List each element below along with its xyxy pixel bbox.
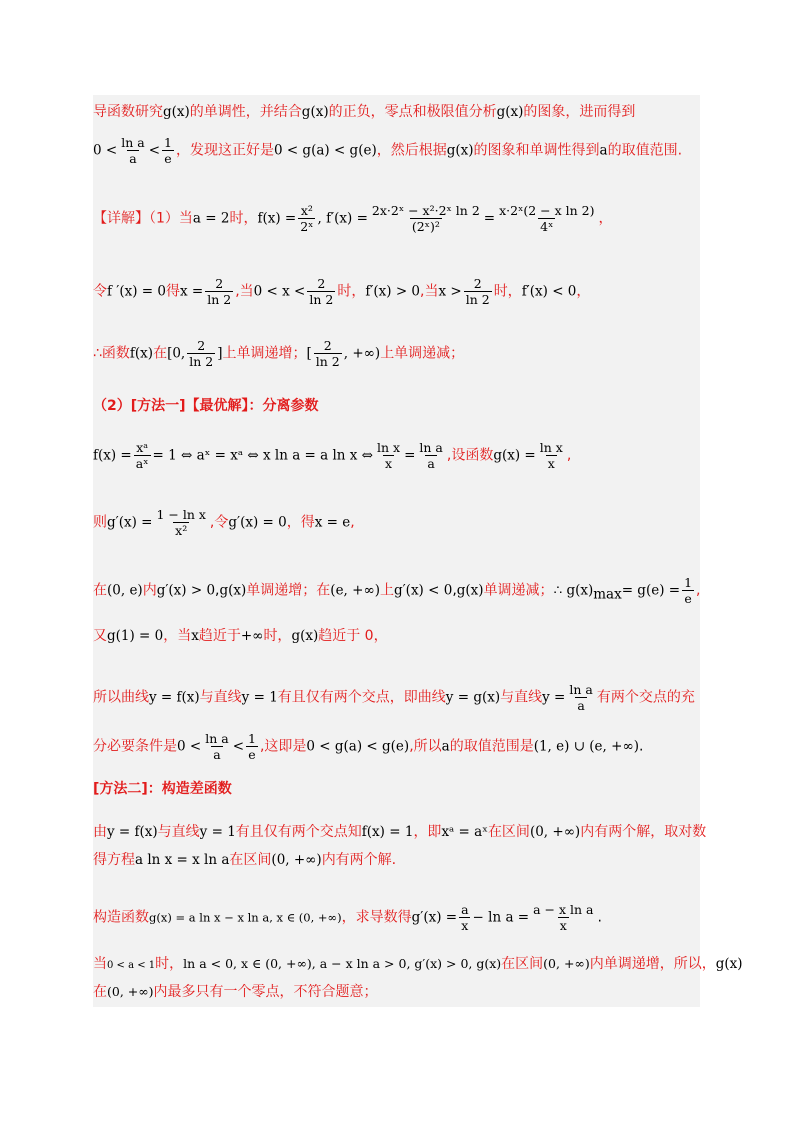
text: , bbox=[452, 582, 457, 599]
text: 趋近于 0， bbox=[318, 628, 388, 644]
text-line-8 bbox=[93, 507, 355, 538]
math: a bbox=[599, 142, 608, 159]
numerator: a bbox=[461, 902, 469, 917]
math: f ′(x) = 0 bbox=[107, 283, 166, 300]
text: 的取值范围. bbox=[607, 142, 683, 159]
denominator: x bbox=[559, 918, 567, 933]
fraction bbox=[497, 203, 596, 234]
text: 有且仅有两个交点知 bbox=[235, 824, 362, 840]
denominator: e bbox=[684, 591, 692, 606]
math: , +∞) bbox=[343, 345, 381, 362]
text: [方法二]：构造差函数 bbox=[93, 781, 232, 797]
denominator: a bbox=[427, 456, 435, 471]
text-line-18 bbox=[93, 983, 378, 1001]
text: 在 bbox=[93, 582, 107, 599]
fraction bbox=[307, 276, 335, 307]
text: 在 bbox=[153, 345, 168, 362]
math: 0 < x < bbox=[253, 283, 306, 300]
numerator: 2 bbox=[323, 338, 332, 353]
text: ，然后根据 bbox=[376, 142, 447, 159]
denominator: x² bbox=[175, 523, 188, 538]
numerator: ln a bbox=[205, 731, 229, 746]
denominator: x bbox=[547, 456, 555, 471]
fraction bbox=[459, 902, 470, 933]
numerator: xᵃ bbox=[136, 440, 149, 455]
math: ∴ g(x) bbox=[553, 582, 594, 599]
math: (0, +∞) bbox=[271, 852, 322, 868]
numerator: ln a bbox=[121, 135, 145, 150]
math: − ln a = bbox=[472, 909, 530, 926]
text: 内 bbox=[142, 582, 157, 599]
math: g′(x) = 0 bbox=[228, 514, 287, 531]
math: g(x) bbox=[496, 104, 524, 120]
fraction bbox=[203, 731, 230, 762]
text: ,当 bbox=[235, 283, 254, 300]
text-line-16 bbox=[93, 902, 602, 933]
fraction bbox=[531, 902, 595, 933]
text: 时， bbox=[155, 956, 184, 972]
math: f′(x) < 0 bbox=[521, 283, 577, 300]
text-line-1 bbox=[93, 103, 635, 121]
math: 0 < g(a) < g(e) bbox=[306, 738, 410, 755]
text: . bbox=[638, 738, 644, 755]
text: , bbox=[350, 514, 355, 531]
math: g′(x) > 0 bbox=[156, 582, 216, 599]
math: y = f(x) bbox=[107, 824, 158, 840]
text: 有两个交点的充 bbox=[596, 689, 695, 706]
text: 得方程 bbox=[93, 852, 135, 868]
math: f(x) bbox=[129, 345, 154, 362]
text: 分必要条件是 bbox=[93, 738, 177, 755]
math: x = e bbox=[314, 514, 351, 531]
math: x bbox=[191, 628, 199, 644]
text: 在区间 bbox=[487, 824, 530, 840]
math: 0 < bbox=[177, 738, 202, 755]
numerator: a − x ln a bbox=[533, 902, 594, 917]
math: = bbox=[404, 447, 416, 464]
text: ，得 bbox=[286, 514, 315, 531]
text: 内有两个解. bbox=[321, 852, 397, 868]
numerator: ln x bbox=[377, 440, 401, 455]
math: g(x) bbox=[715, 956, 743, 972]
text: ， bbox=[576, 283, 591, 300]
text: ,令 bbox=[209, 514, 229, 531]
text-line-5 bbox=[93, 338, 464, 369]
math: +∞ bbox=[240, 628, 264, 644]
text: ，即 bbox=[413, 824, 442, 840]
text: 的单调性，并结合 bbox=[189, 104, 302, 120]
text: 上单调递减； bbox=[380, 345, 465, 362]
numerator: 2 bbox=[473, 276, 482, 291]
denominator: a bbox=[213, 747, 221, 762]
denominator: e bbox=[248, 747, 256, 762]
math: g(x) bbox=[301, 104, 329, 120]
math: y = 1 bbox=[199, 824, 236, 840]
text: 时， bbox=[263, 628, 292, 644]
text: 时， bbox=[493, 283, 522, 300]
math: x > bbox=[438, 283, 462, 300]
math: g(x) = bbox=[493, 447, 536, 464]
math: a bbox=[441, 738, 450, 755]
math: = g(e) = bbox=[621, 582, 681, 599]
denominator: (2ˣ)² bbox=[411, 219, 440, 234]
math: g(x) bbox=[163, 104, 190, 120]
text: 与直线 bbox=[500, 689, 543, 706]
fraction bbox=[567, 682, 594, 713]
numerator: ln a bbox=[569, 682, 593, 697]
text: 在区间 bbox=[229, 852, 272, 868]
math: g′(x) = bbox=[107, 514, 153, 531]
text: 与直线 bbox=[199, 689, 242, 706]
denominator: 4ˣ bbox=[540, 219, 554, 234]
text-line-4 bbox=[93, 276, 590, 307]
text: 在区间 bbox=[501, 956, 544, 972]
text: , bbox=[215, 582, 220, 599]
text-line-11 bbox=[93, 682, 695, 713]
fraction bbox=[134, 440, 151, 471]
numerator: 1 bbox=[248, 731, 256, 746]
denominator: ln 2 bbox=[315, 354, 340, 369]
math: [0, bbox=[167, 345, 186, 362]
denominator: ln 2 bbox=[309, 292, 334, 307]
math: xᵃ = aˣ bbox=[441, 824, 488, 840]
numerator: ln a bbox=[419, 440, 443, 455]
math: y = f(x) bbox=[149, 689, 200, 706]
math: ] bbox=[217, 345, 223, 362]
numerator: 1 bbox=[164, 135, 172, 150]
fraction bbox=[298, 203, 315, 234]
math: (0, +∞) bbox=[543, 956, 590, 971]
denominator: ln 2 bbox=[465, 292, 490, 307]
text: （2）[方法一]【最优解】：分离参数 bbox=[93, 398, 319, 414]
math: , f′(x) = bbox=[317, 210, 368, 227]
denominator: ln 2 bbox=[189, 354, 214, 369]
math: ln a < 0, x ∈ (0, +∞), a − x ln a > 0, g′(x) > 0, g(x) bbox=[183, 956, 502, 971]
text: 单调递增；在 bbox=[246, 582, 331, 599]
text: 所以曲线 bbox=[93, 689, 149, 706]
text: 时， bbox=[229, 210, 258, 227]
math: g(x) bbox=[291, 628, 319, 644]
math: < bbox=[148, 142, 160, 159]
text-line-7 bbox=[93, 440, 571, 471]
text-line-15 bbox=[93, 851, 396, 869]
math: g′(x) < 0 bbox=[393, 582, 453, 599]
fraction bbox=[682, 575, 694, 606]
text: 的图象，进而得到 bbox=[523, 104, 636, 120]
text-line-10 bbox=[93, 627, 388, 645]
denominator: a bbox=[577, 698, 585, 713]
text: ,所以 bbox=[409, 738, 442, 755]
math: 0 < g(a) < g(e) bbox=[273, 142, 377, 159]
denominator: aˣ bbox=[135, 456, 149, 471]
math: a = 2 bbox=[192, 210, 230, 227]
math: f(x) = bbox=[257, 210, 297, 227]
text: 导函数研究 bbox=[93, 104, 163, 120]
math: = bbox=[483, 210, 496, 227]
text-line-17 bbox=[93, 955, 743, 975]
denominator: x bbox=[385, 456, 393, 471]
fraction bbox=[187, 338, 215, 369]
math: (1, e) ∪ (e, +∞) bbox=[533, 738, 639, 755]
math: g(x) bbox=[219, 582, 247, 599]
math: g(1) = 0 bbox=[107, 628, 164, 644]
text: 当 bbox=[93, 956, 107, 972]
text: 得 bbox=[165, 283, 180, 300]
text: 时， bbox=[337, 283, 366, 300]
math: y = bbox=[542, 689, 566, 706]
text: 内最多只有一个零点，不符合题意； bbox=[153, 984, 378, 1000]
denominator: e bbox=[164, 151, 172, 166]
detail-label: 【详解】（1）当 bbox=[93, 210, 193, 227]
fraction bbox=[154, 507, 207, 538]
text: ,当 bbox=[420, 283, 439, 300]
text-line-3 bbox=[93, 203, 613, 234]
subscript-max: max bbox=[593, 586, 622, 603]
text: 内单调递增，所以， bbox=[589, 956, 716, 972]
denominator: x bbox=[461, 918, 469, 933]
text: ∴函数 bbox=[93, 345, 130, 362]
text: 构造函数 bbox=[93, 909, 149, 926]
text: , bbox=[696, 582, 701, 599]
math: g(x) bbox=[456, 582, 484, 599]
text: 又 bbox=[93, 628, 107, 644]
math: (0, +∞) bbox=[107, 984, 154, 999]
section-heading-method-1 bbox=[93, 397, 319, 415]
math: g(x) bbox=[446, 142, 474, 159]
section-heading-method-2 bbox=[93, 780, 232, 798]
text: ，发现这正好是 bbox=[175, 142, 274, 159]
fraction bbox=[205, 276, 233, 307]
math: (0, e) bbox=[107, 582, 143, 599]
text: 则 bbox=[93, 514, 107, 531]
fraction bbox=[246, 731, 258, 762]
text: 的图象和单调性得到 bbox=[473, 142, 600, 159]
math: < bbox=[232, 738, 244, 755]
text: 令 bbox=[93, 283, 107, 300]
numerator: 2x·2ˣ − x²·2ˣ ln 2 bbox=[371, 203, 480, 218]
denominator: 2ˣ bbox=[300, 219, 314, 234]
text: 与直线 bbox=[157, 824, 200, 840]
math: a ln x = x ln a bbox=[135, 852, 230, 868]
text: 单调递减； bbox=[483, 582, 554, 599]
math: y = g(x) bbox=[445, 689, 501, 706]
text-line-9 bbox=[93, 575, 700, 606]
math: y = 1 bbox=[241, 689, 278, 706]
numerator: 2 bbox=[197, 338, 206, 353]
numerator: 2 bbox=[317, 276, 326, 291]
text: 的正负，零点和极限值分析 bbox=[328, 104, 497, 120]
text: 在 bbox=[93, 984, 107, 1000]
fraction bbox=[375, 440, 402, 471]
fraction bbox=[464, 276, 492, 307]
math: 0 < a < 1 bbox=[107, 960, 156, 971]
fraction bbox=[417, 440, 444, 471]
text: 内有两个解，取对数 bbox=[580, 824, 707, 840]
text: 趋近于 bbox=[198, 628, 241, 644]
fraction bbox=[314, 338, 342, 369]
fraction bbox=[119, 135, 146, 166]
numerator: 1 − ln x bbox=[156, 507, 206, 522]
math: f(x) = 1 bbox=[361, 824, 414, 840]
text: 有且仅有两个交点，即曲线 bbox=[277, 689, 446, 706]
text: . bbox=[597, 909, 602, 926]
text-line-14 bbox=[93, 823, 706, 841]
text-line-12 bbox=[93, 731, 643, 762]
math: x = bbox=[179, 283, 204, 300]
math: (e, +∞) bbox=[330, 582, 380, 599]
math: 0 < bbox=[93, 142, 118, 159]
numerator: 2 bbox=[215, 276, 224, 291]
math: = 1 ⇔ aˣ = xᵃ ⇔ x ln a = a ln x ⇔ bbox=[152, 447, 373, 464]
fraction bbox=[538, 440, 565, 471]
fraction bbox=[162, 135, 174, 166]
math: f′(x) > 0 bbox=[365, 283, 421, 300]
text: ,设函数 bbox=[446, 447, 494, 464]
text: 由 bbox=[93, 824, 107, 840]
fraction bbox=[370, 203, 482, 234]
math: g(x) = a ln x − x ln a, x ∈ (0, +∞) bbox=[149, 910, 342, 925]
math: [ bbox=[306, 345, 312, 362]
math: (0, +∞) bbox=[529, 824, 581, 840]
text: 的取值范围是 bbox=[449, 738, 534, 755]
text: 上 bbox=[379, 582, 394, 599]
text: ,这即是 bbox=[259, 738, 307, 755]
numerator: x·2ˣ(2 − x ln 2) bbox=[499, 203, 595, 218]
text: ， bbox=[598, 210, 613, 227]
math: g′(x) = bbox=[411, 909, 458, 926]
denominator: ln 2 bbox=[207, 292, 232, 307]
text: ，当 bbox=[163, 628, 192, 644]
text: , bbox=[566, 447, 572, 464]
math: f(x) = bbox=[93, 447, 132, 464]
numerator: ln x bbox=[539, 440, 563, 455]
numerator: x² bbox=[300, 203, 313, 218]
text-line-2 bbox=[93, 135, 682, 166]
text: 上单调递增； bbox=[222, 345, 307, 362]
numerator: 1 bbox=[684, 575, 693, 590]
denominator: a bbox=[129, 151, 137, 166]
text: ，求导数得 bbox=[341, 909, 412, 926]
